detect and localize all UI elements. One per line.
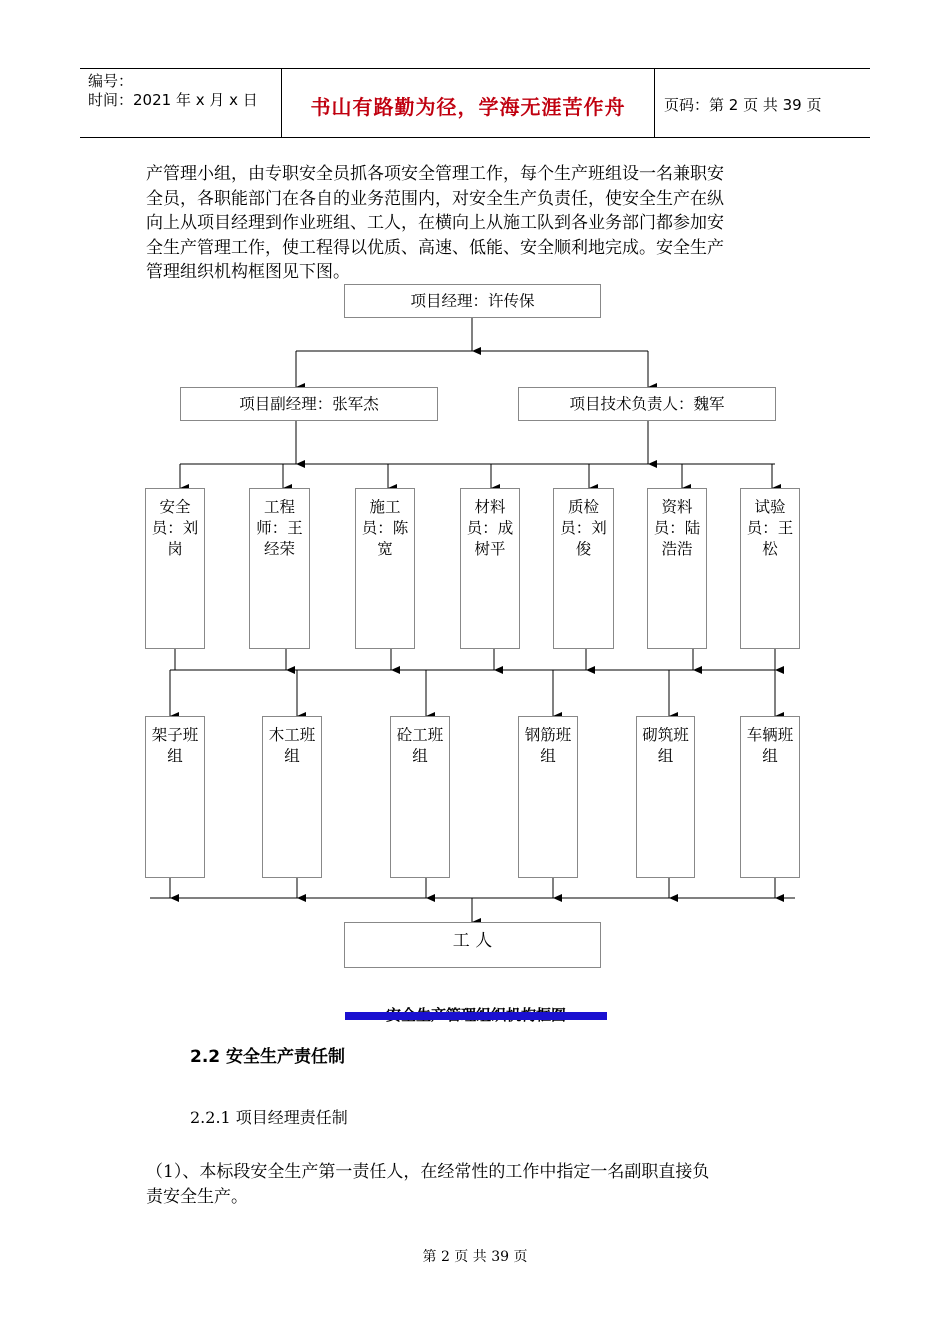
team-box-rebar: 钢筋班 组 — [518, 716, 578, 878]
project-manager-box: 项目经理：许传保 — [344, 284, 601, 318]
intro-line: 全员，各职能部门在各自的业务范围内，对安全生产负责任，使安全生产在纵 — [146, 188, 724, 209]
staff-box-construction: 施工 员：陈 宽 — [355, 488, 415, 649]
team-box-masonry: 砌筑班 组 — [636, 716, 695, 878]
item-paragraph — [146, 1160, 808, 1209]
motto: 书山有路勤为径，学海无涯苦作舟 — [310, 95, 626, 119]
intro-line: 产管理小组，由专职安全员抓各项安全管理工作，每个生产班组设一名兼职安 — [146, 164, 724, 184]
deputy-manager-box: 项目副经理：张军杰 — [180, 387, 438, 421]
tech-lead-box: 项目技术负责人：魏军 — [518, 387, 776, 421]
staff-box-testing: 试验 员：王 松 — [740, 488, 800, 649]
item-line: 责安全生产。 — [146, 1186, 248, 1207]
subsection-heading: 2.2.1 项目经理责任制 — [190, 1108, 348, 1127]
team-box-vehicles: 车辆班 组 — [740, 716, 800, 878]
staff-box-quality: 质检 员：刘 俊 — [553, 488, 614, 649]
intro-line: 管理组织机构框图见下图。 — [146, 262, 350, 282]
team-box-concrete: 砼工班 组 — [390, 716, 450, 878]
staff-box-documents: 资料 员：陆 浩浩 — [647, 488, 707, 649]
staff-box-materials: 材料 员：成 树平 — [460, 488, 520, 649]
workers-box: 工 人 — [344, 922, 601, 968]
time-label: 时间：2021 年 x 月 x 日 — [88, 91, 258, 109]
item-line: （1）、本标段安全生产第一责任人，在经常性的工作中指定一名副职直接负 — [146, 1162, 710, 1182]
page-footer: 第 2 页 共 39 页 — [422, 1249, 528, 1265]
section-heading: 2.2 安全生产责任制 — [190, 1047, 346, 1067]
figure-caption — [345, 994, 607, 1024]
staff-box-engineer: 工程 师：王 经荣 — [249, 488, 310, 649]
page-info: 页码：第 2 页 共 39 页 — [664, 96, 822, 114]
team-box-carpentry: 木工班 组 — [262, 716, 322, 878]
intro-line: 向上从项目经理到作业班组、工人，在横向上从施工队到各业务部门都参加安 — [146, 213, 724, 233]
serial-label: 编号： — [88, 72, 134, 90]
staff-box-safety: 安全 员：刘 岗 — [145, 488, 205, 649]
team-box-scaffold: 架子班 组 — [145, 716, 205, 878]
intro-line: 全生产管理工作，使工程得以优质、高速、低能、安全顺利地完成。安全生产 — [146, 237, 724, 258]
caption-bar — [345, 1012, 607, 1020]
